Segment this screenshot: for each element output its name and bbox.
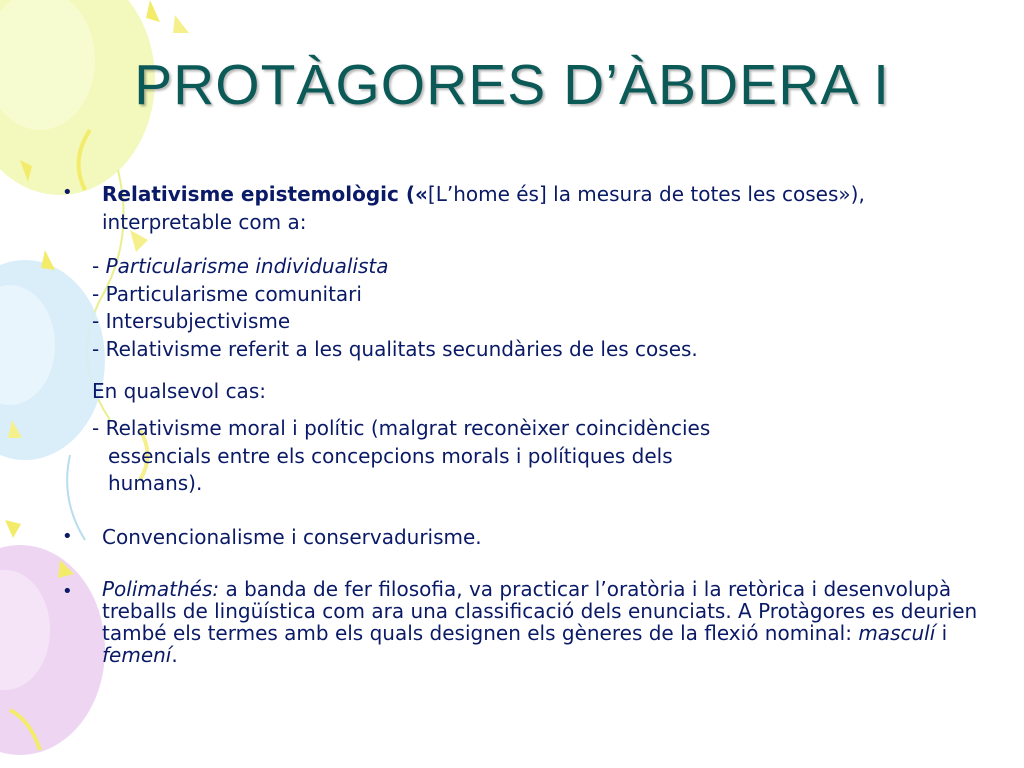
- bullet-3-masculine: masculí: [858, 621, 936, 645]
- list-item-3: - Intersubjectivisme: [92, 309, 291, 333]
- case-line-2: essencials entre els concepcions morals i polítiques dels: [108, 444, 673, 468]
- bullet-1-line-1: [102, 180, 865, 208]
- list-item-1-text: Particularisme individualista: [105, 254, 389, 278]
- case-line-1: - Relativisme moral i polític (malgrat reconèixer coincidències: [92, 416, 711, 440]
- list-item-4: - Relativisme referit a les qualitats secundàries de les coses.: [92, 337, 698, 361]
- bullet-3-body: a banda de fer filosofia, va practicar l’oratòria i la retòrica i desenvolupà treballs de lingüística com ara una classificació dels enunciats. A Protàgores es deurien també els termes amb els quals designen els gèneres de la flexió nominal:: [102, 577, 978, 645]
- bullet-1-line-2: interpretable com a:: [102, 210, 307, 234]
- list-item-1-dash: -: [92, 254, 106, 278]
- bullet-3-term: Polimathés:: [102, 577, 220, 601]
- slide-title: PROTÀGORES D’ÀBDERA I: [134, 53, 890, 117]
- case-line-3: humans).: [108, 471, 203, 495]
- streamer: [146, 0, 160, 22]
- bullet-marker: •: [62, 526, 73, 547]
- bullet-3-and: i: [935, 621, 948, 645]
- bullet-1-quote: [L’home és] la mesura de totes les coses»),: [427, 182, 865, 206]
- case-heading: En qualsevol cas:: [92, 379, 266, 403]
- bullet-marker: •: [62, 581, 73, 602]
- bullet-2-text: Convencionalisme i conservadurisme.: [102, 525, 482, 549]
- bullet-3-feminine: femení: [102, 643, 172, 667]
- bullet-marker: •: [62, 182, 73, 203]
- bullet-3-paragraph: [102, 578, 1002, 666]
- bullet-1-bold: Relativisme epistemològic («: [102, 182, 428, 206]
- list-item-2: - Particularisme comunitari: [92, 282, 362, 306]
- list-item-1: [92, 252, 388, 280]
- bullet-3-end: .: [171, 643, 178, 667]
